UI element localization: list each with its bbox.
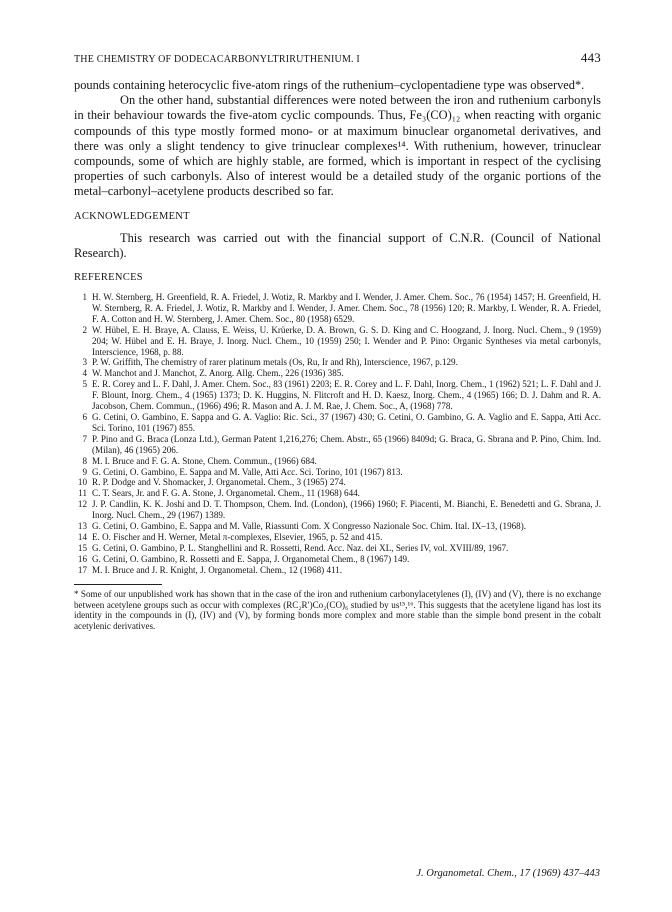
reference-item	[74, 499, 601, 521]
reference-text: G. Cetini, O. Gambino, R. Rossetti and E. Sappa, J. Organometal Chem., 8 (1967) 149.	[92, 553, 410, 564]
reference-item	[74, 477, 601, 488]
reference-number: 7	[82, 433, 87, 444]
reference-number: 6	[82, 412, 87, 422]
reference-text: G. Cetini, O. Gambino, E. Sappa and G. A. Vaglio: Ric. Sci., 37 (1967) 430; G. Cetini, O. Gambino, G. A. Vaglio and E. Sappa, Atti Acc. Sci. Torino, 101 (1967) 855.	[92, 412, 601, 433]
reference-item	[74, 488, 601, 499]
reference-text: G. Cetini, O. Gambino, E. Sappa and M. Valle, Atti Acc. Sci. Torino, 101 (1967) 813.	[92, 466, 403, 477]
reference-text: J. P. Candlin, K. K. Joshi and D. T. Thompson, Chem. Ind. (London), (1966) 1960; F. Piacenti, M. Bianchi, E. Benedetti and G. Sbrana, J. Inorg. Nucl. Chem., 29 (1967) 1389.	[92, 499, 601, 521]
reference-item	[74, 456, 601, 467]
page-number: 443	[580, 50, 601, 65]
reference-item	[74, 467, 601, 478]
reference-number: 1	[82, 292, 87, 303]
reference-number: 12	[77, 499, 87, 510]
reference-number: 13	[77, 521, 87, 532]
reference-item	[74, 379, 601, 412]
reference-number: 16	[77, 553, 87, 564]
references-heading: REFERENCES	[74, 272, 143, 284]
reference-number: 5	[82, 379, 87, 390]
reference-item	[74, 521, 601, 532]
reference-item	[74, 292, 601, 325]
paragraph-comparison: On the other hand, substantial differences were noted between the iron and ruthenium carbonyls in their behaviour towards the five-atom cyclic compounds. Thus, Fe₃(CO)₁₂ when reacting with organic compounds of this type mostly formed mono- or at maximum binuclear organometal derivatives, and there was only a slight tendency to give trinuclear complexes¹⁴. With ruthenium, however, trinuclear compounds, some of which are highly stable, are formed, which is important in respect of the cyclising properties of such carbonyls. Also of interest would be a detailed study of the organic portions of the metal–carbonyl–acetylene products described so far.	[74, 93, 601, 199]
reference-number: 11	[78, 488, 87, 499]
reference-text: P. W. Griffith, The chemistry of rarer platinum metals (Os, Ru, Ir and Rh), Interscience, 1967, p.129.	[92, 357, 458, 368]
reference-number: 8	[82, 455, 87, 466]
acknowledgement-text: This research was carried out with the financial support of C.N.R. (Council of National Research).	[74, 230, 601, 260]
reference-number: 14	[77, 531, 87, 542]
footnote: * Some of our unpublished work has shown that in the case of the iron and ruthenium carbonylacetylenes (I), (IV) and (V), there is no exchange between acetylene groups such as occur with complexes (RC₂R′)Co₂(CO)₆ studied by us¹⁵,¹⁶. This suggests that the acetylene ligand has lost its identity in the compounds in (I), (IV) and (V), by forming bonds more complex and more stable than the simple bond present in the cobalt acetylenic derivatives.	[74, 588, 601, 632]
reference-list	[74, 292, 601, 576]
reference-text: R. P. Dodge and V. Shomacker, J. Organometal. Chem., 3 (1965) 274.	[92, 477, 346, 488]
reference-text: E. R. Corey and L. F. Dahl, J. Amer. Chem. Soc., 83 (1961) 2203; E. R. Corey and L. F. Dahl, Inorg. Chem., 1 (1962) 521; L. F. Dahl and J. F. Blount, Inorg. Chem., 4 (1965) 1373; D. K. Huggins, N. Flitcroft and H. D. Kaesz, Inorg. Chem., 4 (1965) 166; D. J. Dahm and R. A. Jacobson, Chem. Commun., (1966) 496; R. Mason and A. J. M. Rae, J. Chem. Soc., A, (1968) 778.	[92, 379, 601, 412]
reference-item	[74, 368, 601, 379]
footnote-rule	[74, 584, 162, 585]
reference-item	[74, 412, 601, 434]
body-text	[74, 78, 601, 200]
reference-item	[74, 325, 601, 358]
reference-number: 3	[82, 357, 87, 368]
reference-text: M. I. Bruce and J. R. Knight, J. Organometal. Chem., 12 (1968) 411.	[92, 564, 343, 575]
reference-item	[74, 565, 601, 576]
reference-text: P. Pino and G. Braca (Lonza Ltd.), German Patent 1,216,276; Chem. Abstr., 65 (1966) 8409d; G. Braca, G. Sbrana and P. Pino, Chim. Ind. (Milan), 46 (1965) 206.	[92, 433, 601, 455]
reference-text: W. Hübel, E. H. Braye, A. Clauss, E. Weiss, U. Krüerke, D. A. Brown, G. S. D. King and C. Hoogzand, J. Inorg. Nucl. Chem., 9 (1959) 204; W. Hübel and E. H. Braye, J. Inorg. Nucl. Chem., 10 (1959) 250; I. Wender and P. Pino: Organic Syntheses via metal carbonyls, Interscience, 1968, p. 88.	[92, 324, 601, 357]
reference-number: 4	[82, 368, 87, 379]
acknowledgement-heading: ACKNOWLEDGEMENT	[74, 210, 190, 222]
running-head-title: THE CHEMISTRY OF DODECACARBONYLTRIRUTHENIUM. I	[74, 54, 360, 65]
reference-number: 10	[77, 477, 87, 488]
reference-text: M. I. Bruce and F. G. A. Stone, Chem. Commun., (1966) 684.	[92, 455, 317, 466]
reference-item	[74, 357, 601, 368]
reference-item	[74, 532, 601, 543]
acknowledgement-section	[74, 231, 601, 261]
reference-number: 17	[77, 564, 87, 575]
reference-text: G. Cetini, O. Gambino, E. Sappa and M. Valle, Riassunti Com. X Congresso Nazionale Soc. Chim. Ital. IX–13, (1968).	[92, 521, 527, 532]
running-head	[74, 50, 601, 66]
reference-text: W. Manchot and J. Manchot, Z. Anorg. Allg. Chem., 226 (1936) 385.	[92, 368, 344, 379]
reference-text: H. W. Sternberg, H. Greenfield, R. A. Friedel, J. Wotiz, R. Markby and I. Wender, J. Amer. Chem. Soc., 76 (1954) 1457; H. Greenfield, H. W. Sternberg, R. A. Friedel, J. Wotiz, R. Markby and I. Wender, J. Amer. Chem. Soc., 78 (1956) 120; R. Markby, I. Wender, R. A. Friedel, F. A. Cotton and H. W. Sternberg, J. Amer. Chem. Soc., 80 (1958) 6529.	[92, 292, 601, 324]
reference-item	[74, 543, 601, 554]
reference-text: C. T. Sears, Jr. and F. G. A. Stone, J. Organometal. Chem., 11 (1968) 644.	[92, 488, 360, 499]
journal-footer: J. Organometal. Chem., 17 (1969) 437–443	[416, 868, 600, 879]
reference-item	[74, 554, 601, 565]
reference-number: 9	[82, 466, 87, 477]
paragraph-continued: pounds containing heterocyclic five-atom rings of the ruthenium–cyclopentadiene type was observed*.	[74, 78, 585, 92]
reference-number: 15	[77, 542, 87, 553]
reference-item	[74, 434, 601, 456]
page	[74, 50, 601, 632]
reference-text: E. O. Fischer and H. Werner, Metal π-complexes, Elsevier, 1965, p. 52 and 415.	[92, 531, 383, 542]
reference-number: 2	[82, 324, 87, 335]
reference-text: G. Cetini, O. Gambino, P. L. Stanghellini and R. Rossetti, Rend. Acc. Naz. dei XL, Series IV, vol. XVIII/89, 1967.	[92, 542, 509, 553]
